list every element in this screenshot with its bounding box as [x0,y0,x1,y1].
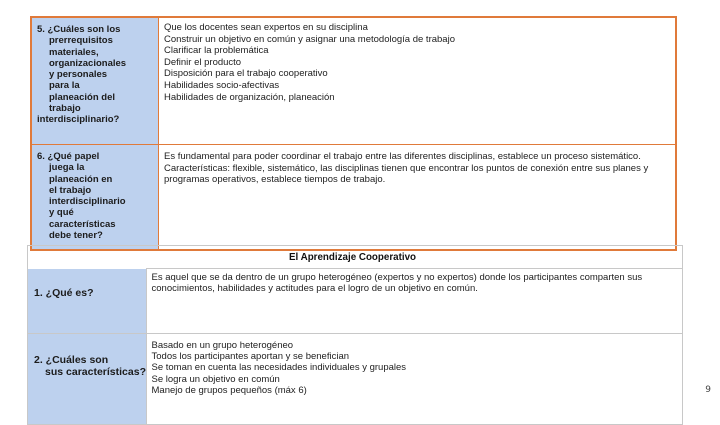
list-item: Clarificar la problemática [164,45,269,57]
list-item: Se logra un objetivo en común [151,373,280,385]
question-text: 6. ¿Qué papel [37,151,100,162]
question-text: para la [49,80,80,92]
question-text: sus características? [45,365,146,378]
question-text: planeación en [49,173,113,185]
planning-table [30,16,677,251]
table-row [31,145,676,251]
answer-cell-1 [146,269,683,334]
answer-cell-2 [146,333,683,424]
answer-paragraph: Es aquel que se da dentro de un grupo heterogéneo (expertos y no expertos) donde los participantes comparten sus conocimientos, habilidades y actitudes para el logro de un objetivo en común. [151,272,643,295]
question-cell-6 [31,145,159,251]
answer-cell-5 [159,17,677,145]
question-text: organizacionales [49,57,127,69]
question-text: 5. ¿Cuáles son los [37,24,121,35]
table-title: El Aprendizaje Cooperativo [146,246,683,269]
list-item: Basado en un grupo heterogéneo [151,339,294,351]
list-item: Construir un objetivo en común y asignar una metodología de trabajo [164,33,455,45]
table-row [28,333,683,424]
question-cell-2 [28,333,147,424]
list-item: Que los docentes sean expertos en su disciplina [164,22,368,33]
list-item: Se toman en cuenta las necesidades individuales y grupales [151,362,407,374]
table-title-row [28,246,683,269]
question-text: y qué [49,207,74,219]
answer-cell-6 [159,145,677,251]
question-text: el trabajo [49,184,92,196]
question-text: materiales, [49,46,99,58]
question-text: características [49,218,116,230]
question-text: juega la [49,162,85,174]
list-item: Todos los participantes aportan y se benefician [151,350,350,362]
answer-paragraph: Características: flexible, sistemático, las disciplinas tienen que encontrar los puntos de conexión entre sus planes y programas operativos, establece tiempos de trabajo. [164,162,649,186]
question-text: prerrequisitos [49,35,113,47]
question-cell-1 [28,269,147,334]
list-item: Disposición para el trabajo cooperativo [164,68,328,80]
question-text: 2. ¿Cuáles son [34,353,109,366]
question-text: 1. ¿Qué es? [34,286,94,299]
cooperative-learning-table [27,245,683,425]
list-item: Habilidades socio-afectivas [164,79,280,91]
list-item: Manejo de grupos pequeños (máx 6) [151,385,307,397]
list-item: Definir el producto [164,56,242,68]
table-row [31,17,676,145]
answer-paragraph: Es fundamental para poder coordinar el trabajo entre las diferentes disciplinas, establece un proceso sistemático. [164,151,641,162]
question-cell-5 [31,17,159,145]
question-text: trabajo [49,103,81,115]
question-text: interdisciplinario [49,196,126,208]
table-row [28,269,683,334]
question-text: debe tener? [49,230,103,242]
list-item: Habilidades de organización, planeación [164,91,335,103]
question-text: y personales [49,69,108,81]
page-number: 9 [705,385,711,395]
question-text: interdisciplinario? [37,114,120,126]
question-text: planeación del [49,91,115,103]
